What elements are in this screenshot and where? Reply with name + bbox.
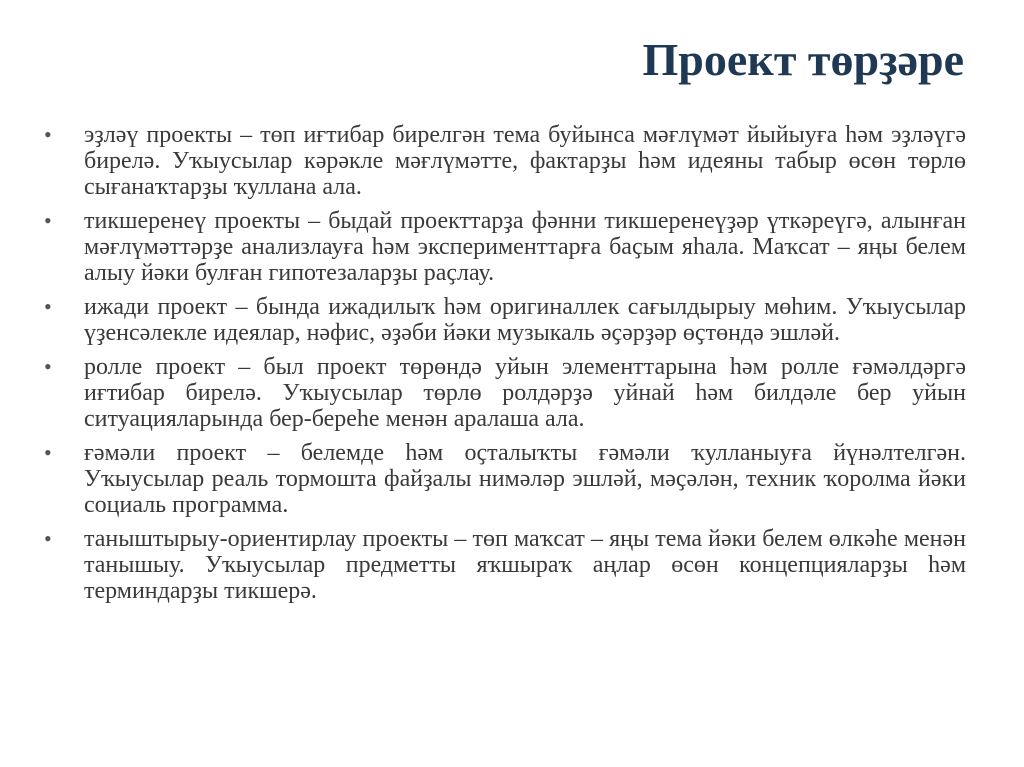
slide-title: Проект төрҙәре: [642, 34, 964, 85]
list-item-text: ролле проект – был проект төрөндә уйын элементтарына һәм ролле ғәмәлдәргә иғтибар бирелә. Уҡыусылар төрлө ролдәрҙә уйнай һәм билдәле бер уйын ситуацияларында бер-береһе менән аралаша ала.: [84, 354, 966, 432]
list-item: [44, 440, 966, 518]
list-item-text: ғәмәли проект – белемде һәм оҫталыҡты ғәмәли ҡулланыуға йүнәлтелгән. Уҡыусылар реаль тормошта файҙалы нимәләр эшләй, мәҫәлән, техник ҡоролма йәки социаль программа.: [84, 440, 966, 518]
list-item-text: таныштырыу-ориентирлау проекты – төп маҡсат – яңы тема йәки белем өлкәһе менән танышыу. Уҡыусылар предметты яҡшыраҡ аңлар өсөн концепцияларҙы һәм терминдарҙы тикшерә.: [84, 526, 966, 604]
list-item-text: тикшеренеү проекты – быдай проекттарҙа фәнни тикшеренеүҙәр үткәреүгә, алынған мәғлүмәттәрҙе анализлауға һәм эксперименттарға баҫым яһала. Маҡсат – яңы белем алыу йәки булған гипотезаларҙы раҫлау.: [84, 208, 966, 286]
list-item: [44, 526, 966, 604]
list-item-text: ижади проект – бында ижадилыҡ һәм оригиналлек сағылдырыу мөһим. Уҡыусылар үҙенсәлекле идеялар, нәфис, әҙәби йәки музыкаль әҫәрҙәр өҫтөндә эшләй.: [84, 294, 966, 346]
bullet-icon: •: [44, 208, 52, 233]
list-item: [44, 354, 966, 432]
bullet-list: [44, 122, 966, 612]
bullet-icon: •: [44, 354, 52, 379]
bullet-icon: •: [44, 526, 52, 551]
bullet-icon: •: [44, 440, 52, 465]
list-item: [44, 294, 966, 346]
bullet-icon: •: [44, 294, 52, 319]
bullet-icon: •: [44, 122, 52, 147]
list-item-text: эҙләү проекты – төп иғтибар бирелгән тема буйынса мәғлүмәт йыйыуға һәм эҙләүгә бирелә. Уҡыусылар кәрәкле мәғлүмәтте, фактарҙы һәм идеяны табыр өсөн төрлө сығанаҡтарҙы ҡуллана ала.: [84, 122, 966, 200]
list-item: [44, 122, 966, 200]
list-item: [44, 208, 966, 286]
